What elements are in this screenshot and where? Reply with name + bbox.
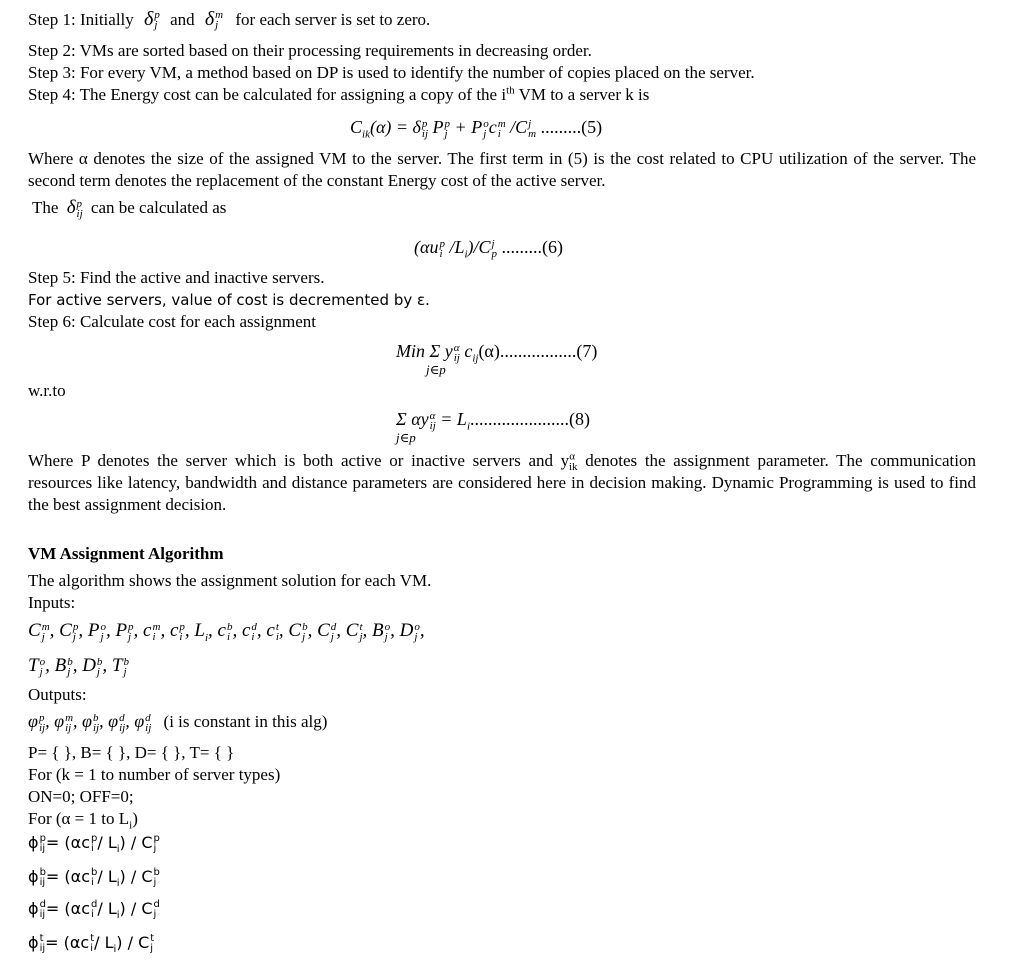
delta-calculation-intro: The δ p ij can be calculated as	[32, 197, 227, 220]
active-servers-line: For active servers, value of cost is decremented by ε.	[28, 291, 430, 309]
phi-formula-d: ϕ d ij = (αc d i / $L_i$) / C d j	[28, 898, 160, 922]
w-r-to: w.r.to	[28, 381, 66, 400]
step-1-prefix: Step 1: Initially	[28, 10, 134, 29]
algorithm-heading: VM Assignment Algorithm	[28, 544, 224, 563]
outputs-label: Outputs:	[28, 685, 87, 704]
on-off-init: ON=0; OFF=0;	[28, 787, 134, 806]
step-5: Step 5: Find the active and inactive servers.	[28, 268, 325, 287]
inputs-line-1: C m j , C p j , P o j , P p j , c m i , c p i , $L_i$, c b i , c d i , c t i , C b j , C d j , C t j , B o j , D o j ,	[28, 620, 425, 644]
phi-formula-t: ϕ t ij = (αc t i / $L_i$) / C t j	[28, 932, 155, 956]
outputs-line: φ p ij , φ m ij , φ b ij , φ d ij , φ d ij (i is constant in this alg)	[28, 711, 328, 734]
delta-m-symbol: δ m j	[204, 8, 224, 32]
equation-7: Min Σ y α ij $c_{ij}(\alpha).................(7)$	[396, 341, 598, 365]
step-3: Step 3: For every VM, a method based on DP is used to identify the number of copies placed on the server.	[28, 63, 755, 82]
for-k-loop: For (k = 1 to number of server types)	[28, 765, 281, 784]
paragraph-alpha-definition: Where α denotes the size of the assigned VM to the server. The first term in (5) is the cost related to CPU utilization of the server. The second term denotes the replacement of the constant Energy cost of the active server.	[28, 149, 976, 190]
equation-8: Σ αy α ij = $L_i......................(8)$	[396, 409, 590, 433]
equation-6: (αu p i $/L_i)/C$ j p .........(6)	[414, 237, 564, 261]
phi-formula-b: ϕ b ij = (αc b i / $L_i$) / C b j	[28, 866, 160, 890]
step-4: Step 4: The Energy cost can be calculated for assigning a copy of the $i^{th}$ VM to a server k is	[28, 84, 650, 104]
step-2: Step 2: VMs are sorted based on their processing requirements in decreasing order.	[28, 41, 592, 60]
sets-init: P= { }, B= { }, D= { }, T= { }	[28, 743, 235, 762]
algorithm-intro: The algorithm shows the assignment solution for each VM.	[28, 571, 432, 590]
for-alpha-loop: For (α = 1 to $L_i$)	[28, 809, 138, 832]
paragraph-server-definition: Where P denotes the server which is both active or inactive servers and $y^\alpha_{ik}$ denotes the assignment parameter. The communication resources like latency, bandwidth and distance parameters are considered here in decision making. Dynamic Programming is used to find the best assignment decision.	[28, 450, 976, 514]
step-6: Step 6: Calculate cost for each assignment	[28, 312, 316, 331]
phi-formula-p: ϕ p ij = (αc p i / $L_i$) / C p j	[28, 832, 160, 856]
step-1-suffix: for each server is set to zero.	[235, 10, 431, 29]
equation-8-limit: j∈p	[396, 430, 416, 445]
step-1	[28, 8, 430, 31]
equation-5: $C_{ik}(\alpha) = \delta$ p ij P p j + P o j c m i /C j m .........(5)	[350, 117, 603, 141]
step-1-and: and	[170, 10, 195, 29]
delta-p-symbol: δ p j	[144, 8, 160, 32]
inputs-label: Inputs:	[28, 593, 76, 612]
equation-7-limit: j∈p	[426, 362, 446, 377]
inputs-line-2: T o j , B b j , D b j , T b j	[28, 655, 129, 678]
